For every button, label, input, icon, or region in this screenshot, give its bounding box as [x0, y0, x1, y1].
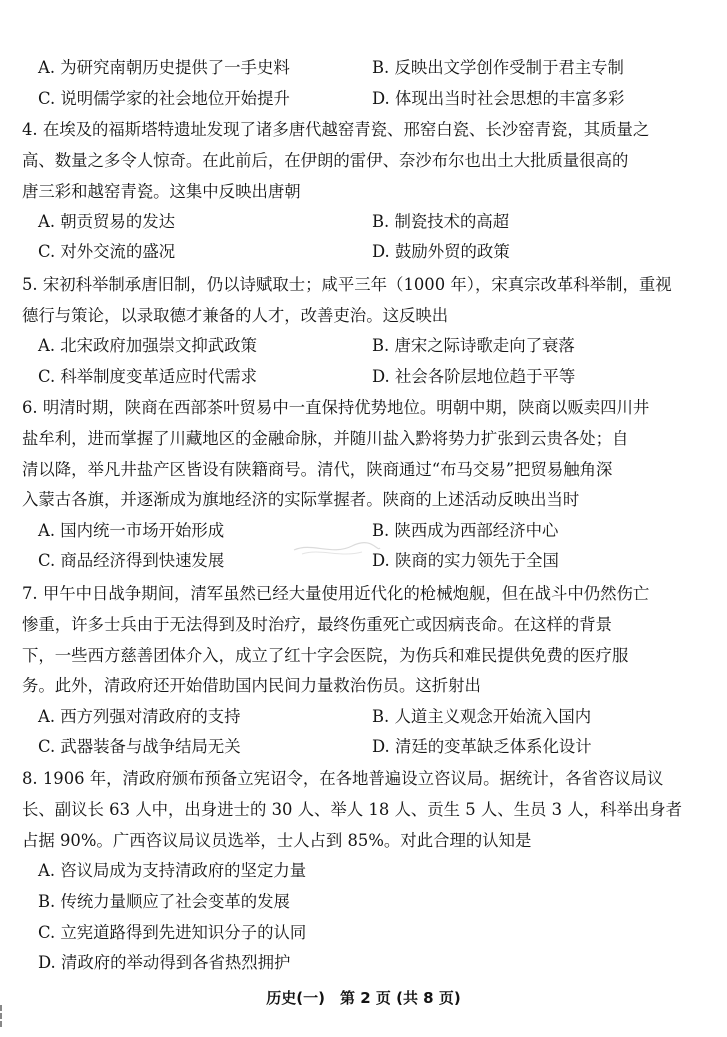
q8-stem-line-1: 8. 1906 年，清政府颁布预备立宪诏令，在各地普遍设立咨议局。据统计，各省咨议局议: [22, 769, 664, 788]
q3-options-row-1: [0, 57, 727, 79]
q6-option-b: B. 陕西成为西部经济中心: [372, 521, 559, 540]
q3-option-d: D. 体现出当时社会思想的丰富多彩: [372, 89, 625, 108]
q5-option-b: B. 唐宋之际诗歌走向了衰落: [372, 336, 575, 355]
q7-stem-line-2: 惨重，许多士兵由于无法得到及时治疗，最终伤重死亡或因病丧命。在这样的背景: [22, 615, 613, 634]
q8-stem-line-3: 占据 90%。广西咨议局议员选举，士人占到 85%。对此合理的认知是: [22, 831, 532, 850]
q8-option-d: D. 清政府的举动得到各省热烈拥护: [38, 953, 291, 972]
q6-stem-line-3: 清以降，举凡井盐产区皆设有陕籍商号。清代，陕商通过“布马交易”把贸易触角深: [22, 460, 613, 479]
q8-option-b: B. 传统力量顺应了社会变革的发展: [38, 892, 290, 911]
q4-stem-line-2: 高、数量之多令人惊奇。在此前后，在伊朗的雷伊、奈沙布尔也出土大批质量很高的: [22, 151, 629, 170]
q4-option-c: C. 对外交流的盛况: [38, 242, 176, 261]
q6-stem-line-1: 6. 明清时期，陕商在西部茶叶贸易中一直保持优势地位。明朝中期，陕商以贩卖四川井: [22, 398, 650, 417]
q5-option-d: D. 社会各阶层地位趋于平等: [372, 367, 576, 386]
q7-stem-line-3: 下，一些西方慈善团体介入，成立了红十字会医院，为伤兵和难民提供免费的医疗服: [22, 646, 629, 665]
q6-option-a: A. 国内统一市场开始形成: [38, 521, 225, 540]
scan-smudge: [292, 538, 382, 560]
q6-stem-line-4: 入蒙古各旗，并逐渐成为旗地经济的实际掌握者。陕商的上述活动反映出当时: [22, 490, 580, 509]
q8-option-c: C. 立宪道路得到先进知识分子的认同: [38, 923, 307, 942]
q8-option-d-row: [0, 952, 727, 974]
q4-options-row-2: [0, 241, 727, 263]
q8-stem-line-2: 长、副议长 63 人中，出身进士的 30 人、举人 18 人、贡生 5 人、生员 3 人，科举出身者: [22, 800, 683, 819]
q7-options-row-2: [0, 736, 727, 758]
q8-option-c-row: [0, 922, 727, 944]
q7-option-c: C. 武器装备与战争结局无关: [38, 737, 241, 756]
q5-stem-line-2: 德行与策论，以录取德才兼备的人才，改善吏治。这反映出: [22, 306, 449, 325]
q7-stem-line-1: 7. 甲午中日战争期间，清军虽然已经大量使用近代化的枪械炮舰，但在战斗中仍然伤亡: [22, 584, 650, 603]
q4-stem-line-3: 唐三彩和越窑青瓷。这集中反映出唐朝: [22, 182, 301, 201]
page-footer: 历史(一) 第 2 页 (共 8 页): [266, 989, 461, 1007]
q4-option-a: A. 朝贡贸易的发达: [38, 212, 175, 231]
q8-option-a-row: [0, 860, 727, 882]
q6-stem-line-2: 盐牟利，进而掌握了川藏地区的金融命脉，并随川盐入黔将势力扩张到云贵各处；自: [22, 429, 629, 448]
q4-option-b: B. 制瓷技术的高超: [372, 212, 510, 231]
q6-option-c: C. 商品经济得到快速发展: [38, 551, 225, 570]
q7-option-a: A. 西方列强对清政府的支持: [38, 707, 241, 726]
q3-options-row-2: [0, 88, 727, 110]
q5-options-row-2: [0, 366, 727, 388]
q3-option-c: C. 说明儒学家的社会地位开始提升: [38, 89, 290, 108]
q5-option-a: A. 北宋政府加强崇文抑武政策: [38, 336, 257, 355]
q8-option-b-row: [0, 891, 727, 913]
q7-option-b: B. 人道主义观念开始流入国内: [372, 707, 592, 726]
q6-option-d: D. 陕商的实力领先于全国: [372, 551, 559, 570]
binding-edge-mark: [0, 1005, 6, 1027]
q4-options-row-1: [0, 211, 727, 233]
q5-option-c: C. 科举制度变革适应时代需求: [38, 367, 258, 386]
q5-options-row-1: [0, 335, 727, 357]
q7-option-d: D. 清廷的变革缺乏体系化设计: [372, 737, 592, 756]
q7-stem-line-4: 务。此外，清政府还开始借助国内民间力量救治伤员。这折射出: [22, 676, 481, 695]
q4-stem-line-1: 4. 在埃及的福斯塔特遗址发现了诸多唐代越窑青瓷、邢窑白瓷、长沙窑青瓷，其质量之: [22, 120, 650, 139]
q7-options-row-1: [0, 706, 727, 728]
q4-option-d: D. 鼓励外贸的政策: [372, 242, 510, 261]
q3-option-b: B. 反映出文学创作受制于君主专制: [372, 58, 624, 77]
q5-stem-line-1: 5. 宋初科举制承唐旧制，仍以诗赋取士；咸平三年（1000 年），宋真宗改革科举制，重视: [22, 275, 672, 294]
q8-option-a: A. 咨议局成为支持清政府的坚定力量: [38, 861, 307, 880]
q3-option-a: A. 为研究南朝历史提供了一手史料: [38, 58, 290, 77]
